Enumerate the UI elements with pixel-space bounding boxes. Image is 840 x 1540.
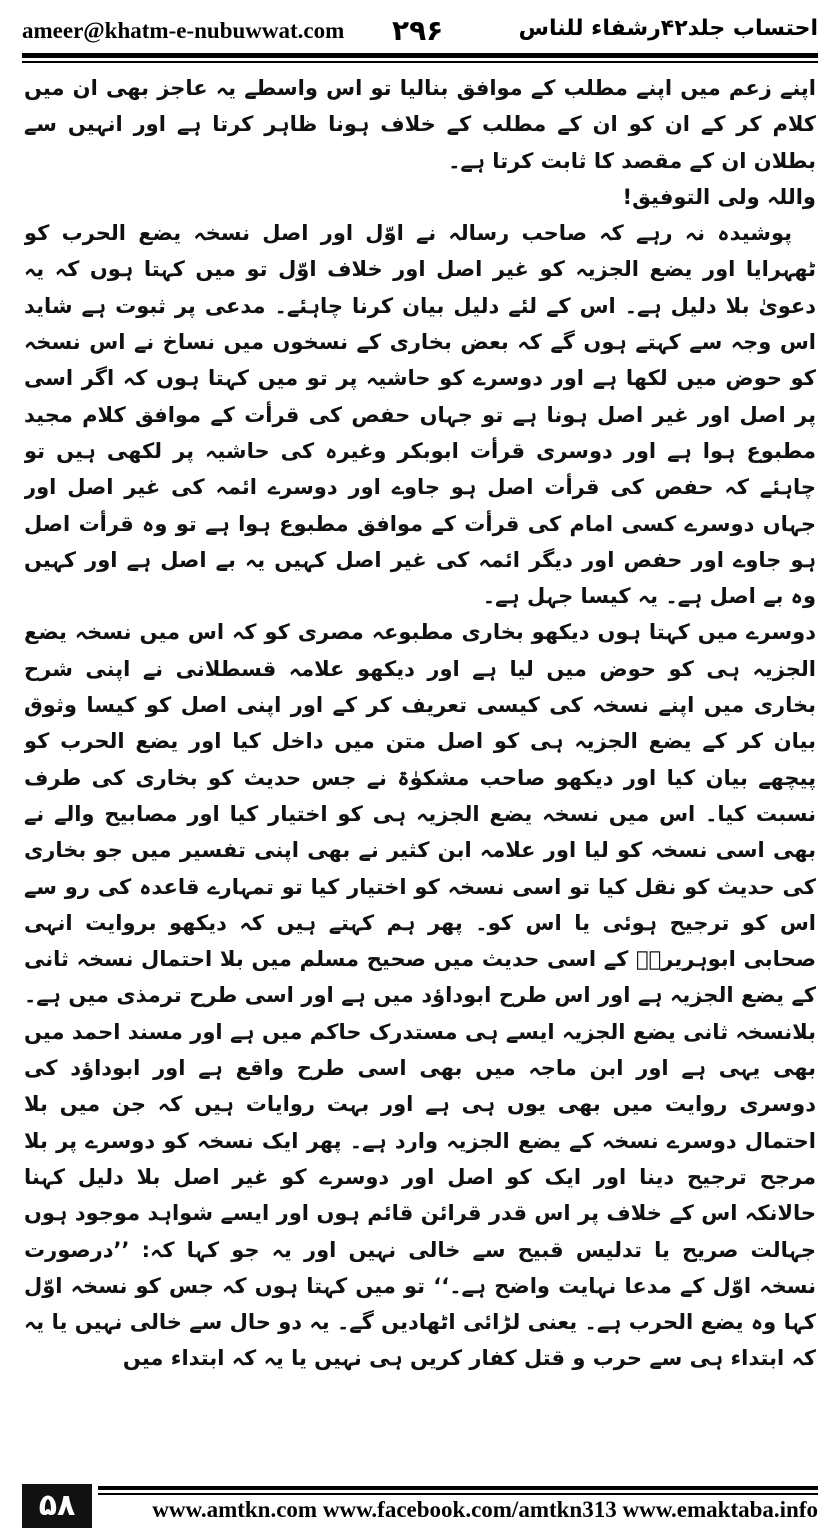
footer-page-number: ۵۸ — [22, 1484, 92, 1528]
header-book-title: احتساب جلد۴۲رشفاء للناس — [518, 16, 818, 41]
paragraph-3: پوشیدہ نہ رہے کہ صاحب رسالہ نے اوّل اور اصل نسخہ یضع الحرب کو ٹھہرایا اور یضع الجزیہ کو غیر اصل اور خلاف اوّل تو میں کہتا ہوں کہ یہ دعویٰ بلا دلیل ہے۔ اس کے لئے دلیل بیان کرنا چاہئے۔ مدعی پر ثبوت ہے شاید اس وجہ سے کہتے ہوں گے کہ بعض بخاری کے نسخوں میں نساخ نے اس نسخہ کو حوض میں لکھا ہے اور دوسرے کو حاشیہ پر تو میں کہتا ہوں کہ اگر اسی پر اصل اور غیر اصل ہونا ہے تو جہاں حفص کی قرأت کے موافق کلام مجید مطبوع ہوا ہے اور دوسری قرأت ابوبکر وغیرہ کی حاشیہ پر لکھی ہیں تو چاہئے کہ حفص کی قرأت اصل ہو جاوے اور دوسرے ائمہ کی غیر اصل اور جہاں دوسرے کسی امام کی قرأت کے موافق مطبوع ہوا ہے تو وہ قرأت اصل ہو جاوے اور حفص اور دیگر ائمہ کی غیر اصل کہیں یہ بے اصل ہے اور کہیں وہ بے اصل ہے۔ یہ کیسا جہل ہے۔ — [24, 221, 816, 609]
paragraph-1: اپنے زعم میں اپنے مطلب کے موافق بنالیا تو اس واسطے یہ عاجز بھی ان میں کلام کر کے ان کو ان کے مطلب کے خلاف ہونا ظاہر کرتا ہے اور انہیں سے بطلان ان کے مقصد کا ثابت کرتا ہے۔ — [24, 76, 816, 173]
paragraph-4: دوسرے میں کہتا ہوں دیکھو بخاری مطبوعہ مصری کو کہ اس میں نسخہ یضع الجزیہ ہی کو حوض میں لیا ہے اور دیکھو علامہ قسطلانی نے اپنی شرح بخاری میں اپنے نسخہ کی کیسی تعریف کر کے اور اپنی اصل کو کیسا وثوق بیان کر کے یضع الجزیہ ہی کو اصل متن میں داخل کیا اور یضع الحرب کو پیچھے بیان کیا اور دیکھو صاحب مشکوٰۃ نے جس حدیث کو بخاری کی طرف نسبت کیا۔ اس میں نسخہ یضع الجزیہ ہی کو اختیار کیا اور مصابیح والے نے بھی اسی نسخہ کو لیا اور علامہ ابن کثیر نے بھی اپنی تفسیر میں جو بخاری کی حدیث کو نقل کیا تو اسی نسخہ کو اختیار کیا تو تمہارے قاعدہ کی رو سے اس کو ترجیح ہوئی یا اس کو۔ پھر ہم کہتے ہیں کہ دیکھو بروایت انہی صحابی ابوہریرہؓ کے اسی حدیث میں صحیح مسلم میں بلا احتمال نسخہ ثانی کے یضع الجزیہ ہے اور اس طرح ابوداؤد میں ہے اور اسی طرح ترمذی میں ہے۔ بلانسخہ ثانی یضع الجزیہ ایسے ہی مستدرک حاکم میں ہے اور مسند احمد میں بھی یہی ہے اور ابن ماجہ میں بھی اسی طرح واقع ہے اور ابوداؤد کی دوسری روایت میں بھی یوں ہی ہے اور بہت روایات ہیں کہ جن میں بلا احتمال دوسرے نسخہ کے یضع الجزیہ وارد ہے۔ پھر ایک نسخہ کو دوسرے پر بلا مرجح ترجیح دینا اور ایک کو اصل اور دوسرے کو غیر اصل بلا دلیل کہنا حالانکہ اس کے خلاف پر اس قدر قرائن قائم ہوں اور ایسے شواہد موجود ہوں جہالت صریح یا تدلیس قبیح سے خالی نہیں اور یہ جو کہا کہ: ’’درصورت نسخہ اوّل کے مدعا نہایت واضح ہے۔‘‘ تو میں کہتا ہوں کہ جس کو نسخہ اوّل کہا وہ یضع الحرب ہے۔ یعنی لڑائی اٹھادیں گے۔ یہ دو حال سے خالی نہیں یا یہ کہ ابتداء ہی سے حرب و قتل کفار کریں ہی نہیں یا یہ کہ ابتداء میں — [24, 620, 816, 1371]
footer-thin-rule — [98, 1493, 818, 1495]
page-footer — [22, 1484, 818, 1528]
paragraph-2: واللہ ولی التوفیق! — [622, 184, 816, 209]
footer-urls: www.amtkn.com www.facebook.com/amtkn313 www.emaktaba.info — [152, 1497, 818, 1522]
page-header — [22, 14, 818, 50]
page-body — [24, 70, 816, 1470]
header-thick-rule — [22, 53, 818, 58]
footer-thick-rule — [98, 1486, 818, 1490]
header-email: ameer@khatm-e-nubuwwat.com — [22, 18, 345, 43]
header-thin-rule — [22, 61, 818, 63]
header-page-number: ۲۹۶ — [392, 14, 444, 47]
